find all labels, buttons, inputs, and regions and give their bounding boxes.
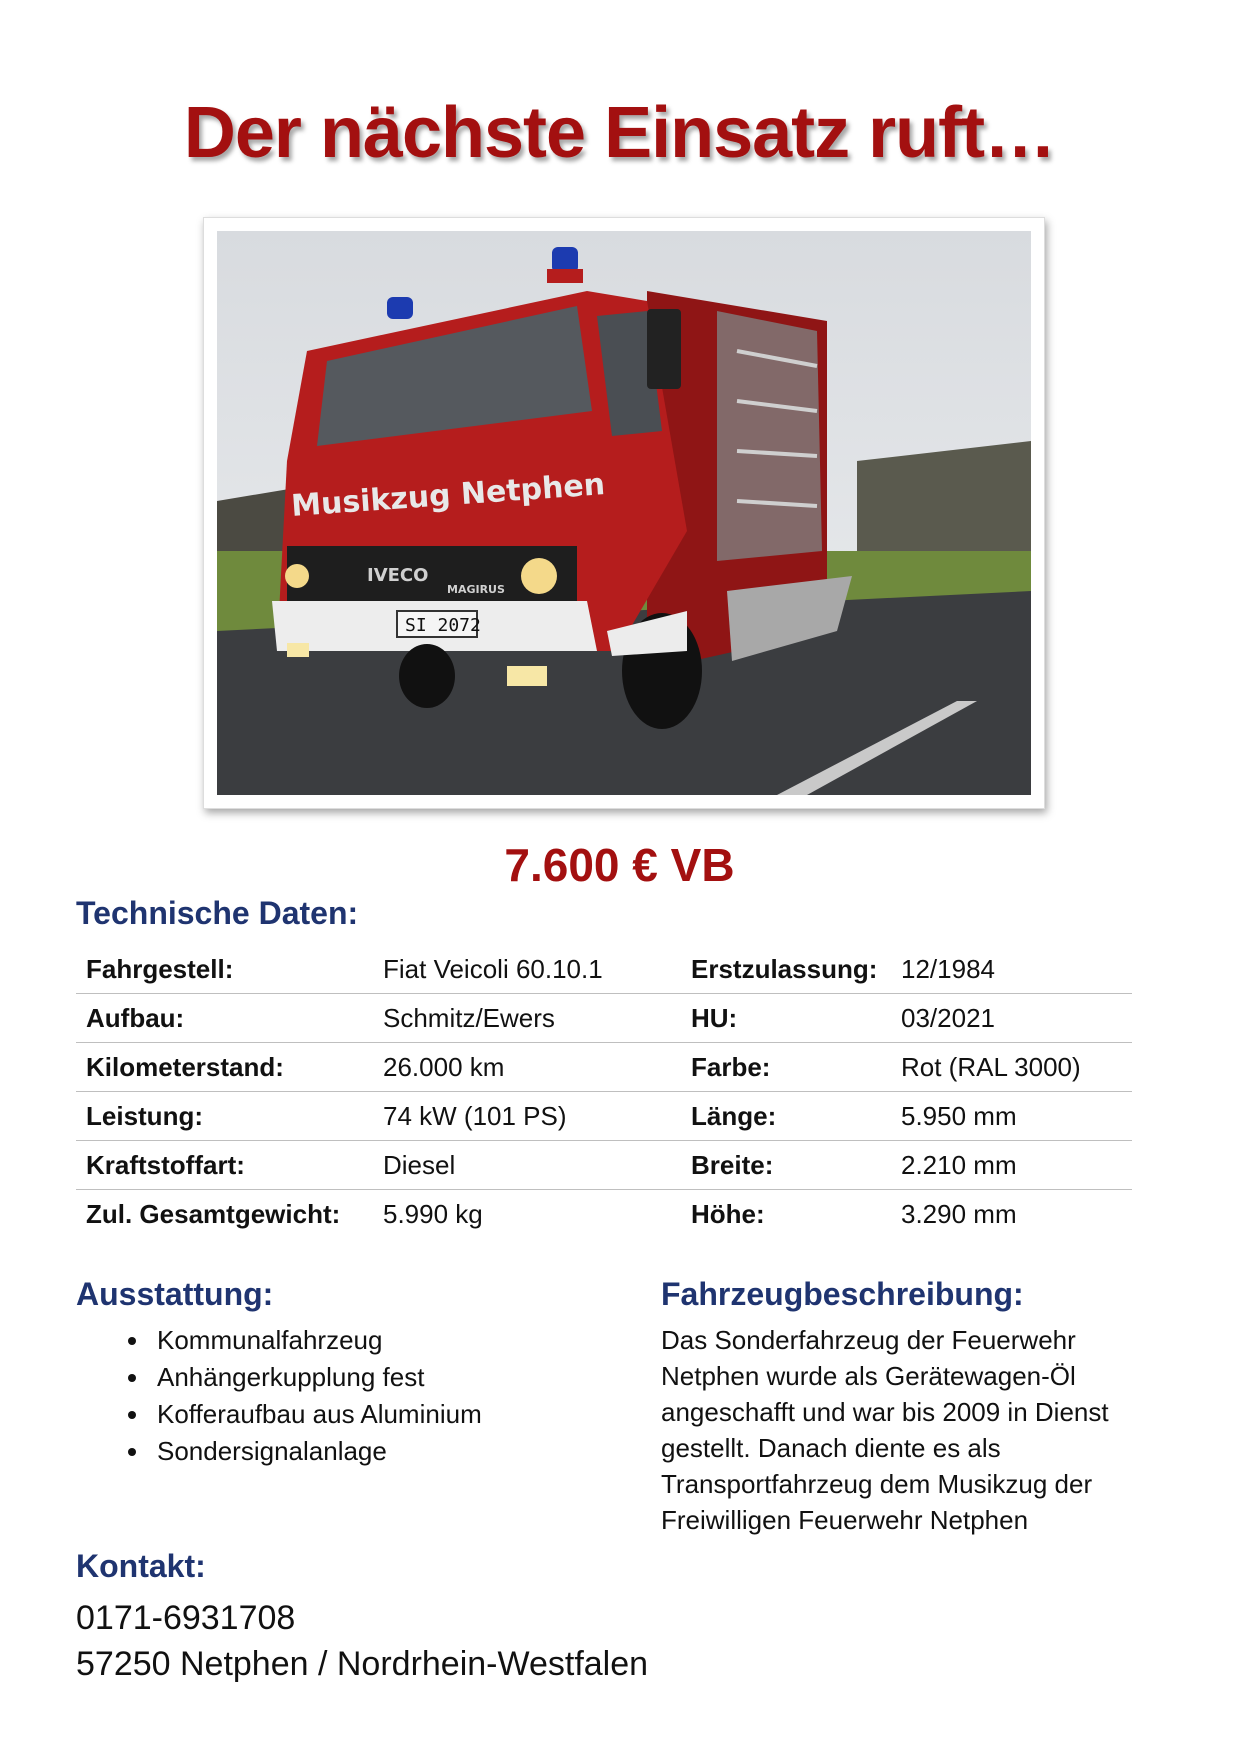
table-cell-value: 5.950 mm <box>891 1092 1132 1141</box>
contact-heading: Kontakt: <box>76 1548 206 1584</box>
table-cell-label: Breite: <box>681 1141 891 1190</box>
table-row <box>76 1141 1132 1190</box>
table-cell-value: 3.290 mm <box>891 1190 1132 1239</box>
table-row <box>76 1092 1132 1141</box>
truck-lettering: Musikzug Netphen <box>290 467 607 524</box>
table-cell-value: Diesel <box>373 1141 681 1190</box>
table-row <box>76 1190 1132 1239</box>
list-item: • Sondersignalanlage <box>151 1433 651 1470</box>
contact-block <box>76 1595 648 1687</box>
technical-data-table <box>76 945 1132 1238</box>
table-cell-value: 03/2021 <box>891 994 1132 1043</box>
table-cell-value: 74 kW (101 PS) <box>373 1092 681 1141</box>
price: 7.600 € VB <box>504 839 735 891</box>
page-title: Der nächste Einsatz ruft… <box>183 93 1056 173</box>
contact-phone: 0171-6931708 <box>76 1599 296 1637</box>
table-cell-value: Schmitz/Ewers <box>373 994 681 1043</box>
table-cell-label: Farbe: <box>681 1043 891 1092</box>
table-cell-value: 12/1984 <box>901 953 995 984</box>
table-cell-label: Kraftstoffart: <box>76 1141 373 1190</box>
table-cell-label: Erstzulassung: <box>691 953 878 984</box>
contact-address: 57250 Netphen / Nordrhein-Westfalen <box>76 1645 649 1683</box>
table-row <box>76 994 1132 1043</box>
license-plate: SI 2072 <box>405 615 481 636</box>
table-cell-value: 5.990 kg <box>373 1190 681 1239</box>
vehicle-photo <box>203 217 1045 809</box>
grille-brand2: MAGIRUS <box>447 583 505 596</box>
table-cell-label: Aufbau: <box>76 994 373 1043</box>
equipment-heading: Ausstattung: <box>76 1276 274 1312</box>
table-cell-label: Leistung: <box>76 1092 373 1141</box>
list-item: • Kommunalfahrzeug <box>151 1322 651 1359</box>
technical-heading: Technische Daten: <box>76 895 359 931</box>
description-text: Das Sonderfahrzeug der Feuerwehr Netphen wurde als Gerätewagen-Öl angeschafft und war bis 2009 in Dienst gestellt. Danach diente es als Transportfahrzeug dem Musikzug der Freiwilligen Feuerwehr Netphen <box>661 1325 1109 1535</box>
grille-brand: IVECO <box>367 565 429 586</box>
table-cell-label: Höhe: <box>681 1190 891 1239</box>
table-cell-value: Fiat Veicoli 60.10.1 <box>383 953 603 984</box>
list-item: • Anhängerkupplung fest <box>151 1359 651 1396</box>
table-cell-label: Kilometerstand: <box>76 1043 373 1092</box>
table-cell-label: Länge: <box>681 1092 891 1141</box>
table-cell-value: 26.000 km <box>373 1043 681 1092</box>
table-cell-value: Rot (RAL 3000) <box>891 1043 1132 1092</box>
table-row <box>76 1043 1132 1092</box>
table-row <box>76 945 1132 994</box>
equipment-list <box>76 1322 651 1470</box>
fire-truck-image <box>217 231 1031 795</box>
table-cell-label: Fahrgestell: <box>86 953 234 984</box>
table-cell-value: 2.210 mm <box>891 1141 1132 1190</box>
description-heading: Fahrzeugbeschreibung: <box>661 1276 1024 1312</box>
table-cell-label: HU: <box>681 994 891 1043</box>
list-item: • Kofferaufbau aus Aluminium <box>151 1396 651 1433</box>
table-cell-label: Zul. Gesamtgewicht: <box>76 1190 373 1239</box>
